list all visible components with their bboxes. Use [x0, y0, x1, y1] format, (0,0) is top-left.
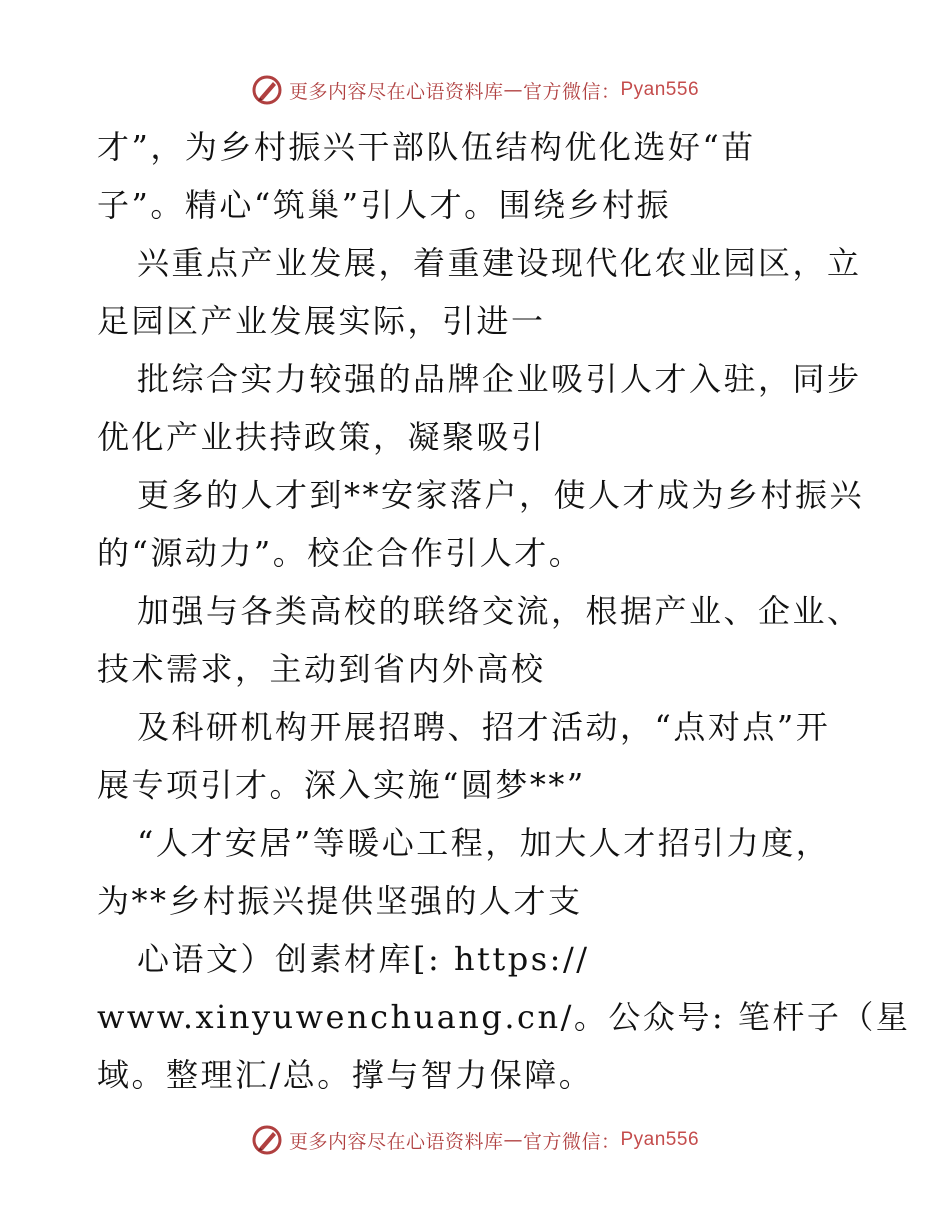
body-line: www.xinyuwenchuang.cn/。公众号: 笔杆子（星 — [97, 998, 911, 1036]
header-banner — [0, 70, 950, 110]
header-separator: — — [503, 79, 523, 101]
body-line: 技术需求，主动到省内外高校 — [97, 650, 546, 688]
header-wechat-id: Pyan556 — [620, 79, 700, 100]
body-line: 的“源动力”。校企合作引人才。 — [97, 534, 584, 572]
body-line: 展专项引才。深入实施“圆梦**” — [97, 766, 586, 804]
body-line: 才”，为乡村振兴干部队伍结构优化选好“苗 — [97, 128, 756, 166]
body-line: 子”。精心“筑巢”引人才。围绕乡村振 — [97, 186, 672, 224]
footer-official: 官方微信： — [522, 1130, 621, 1153]
pen-logo-icon — [251, 1124, 283, 1156]
body-line: 足园区产业发展实际，引进一 — [97, 302, 546, 340]
body-line: 兴重点产业发展，着重建设现代化农业园区，立 — [137, 244, 862, 282]
body-line: “人才安居”等暖心工程，加大人才招引力度， — [137, 824, 831, 862]
footer-text: 更多内容尽在心语资料库 — [288, 1130, 504, 1153]
document-body — [97, 118, 911, 1104]
pen-logo-icon — [251, 74, 283, 106]
body-line: 加强与各类高校的联络交流，根据产业、企业、 — [137, 592, 862, 630]
body-line: 心语文）创素材库[: https:// — [137, 940, 590, 978]
header-official: 官方微信： — [522, 80, 621, 103]
footer-banner — [0, 1120, 950, 1160]
body-line: 批综合实力较强的品牌企业吸引人才入驻，同步 — [137, 360, 862, 398]
body-line: 及科研机构开展招聘、招才活动，“点对点”开 — [137, 708, 831, 746]
body-line: 为**乡村振兴提供坚强的人才支 — [97, 882, 583, 920]
footer-separator: — — [503, 1129, 523, 1151]
body-line: 更多的人才到**安家落户，使人才成为乡村振兴 — [137, 476, 865, 514]
body-line: 优化产业扶持政策，凝聚吸引 — [97, 418, 546, 456]
footer-wechat-id: Pyan556 — [620, 1129, 700, 1150]
header-text: 更多内容尽在心语资料库 — [288, 80, 504, 103]
body-line: 域。整理汇/总。撑与智力保障。 — [97, 1056, 594, 1094]
